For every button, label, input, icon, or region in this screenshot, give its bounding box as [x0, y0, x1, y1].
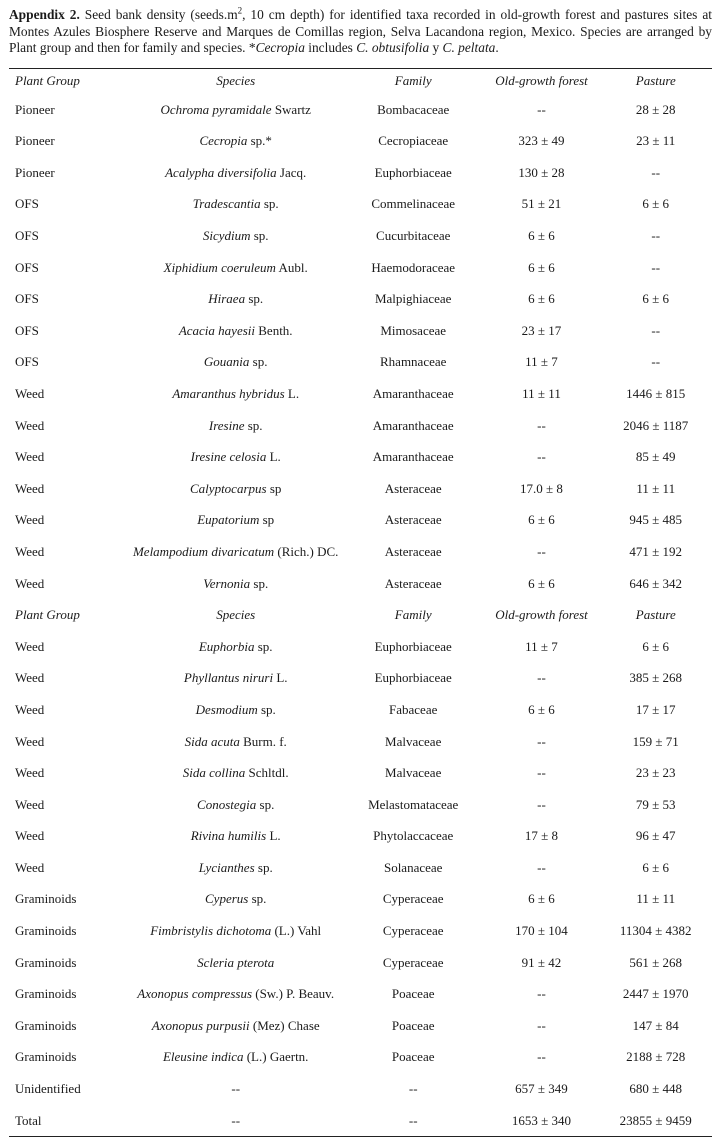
family-cell: Malpighiaceae — [374, 291, 452, 307]
species-authority: sp. — [254, 638, 273, 654]
species-cell — [129, 820, 343, 852]
species-cell — [129, 441, 343, 473]
species-authority: sp. — [254, 859, 273, 875]
family-cell: Malvaceae — [385, 765, 442, 781]
table-row — [9, 473, 712, 505]
forest-value-cell: 11 ± 7 — [525, 638, 558, 654]
species-name-italic: Conostegia — [197, 796, 257, 812]
table-row — [9, 852, 712, 884]
species-authority: -- — [231, 1112, 241, 1128]
header-row — [9, 68, 712, 94]
forest-value-cell: 6 ± 6 — [528, 512, 555, 528]
table-row — [9, 663, 712, 695]
plant-group-cell: Weed — [15, 796, 45, 812]
forest-value-cell: -- — [537, 1049, 546, 1065]
species-cell — [129, 694, 343, 726]
pasture-value-cell: 23 ± 23 — [635, 765, 676, 781]
species-cell — [129, 1105, 343, 1137]
family-cell: Poaceae — [391, 1049, 435, 1065]
pasture-value-cell: 23 ± 11 — [636, 133, 676, 149]
plant-group-cell: Pioneer — [15, 133, 55, 149]
forest-value-cell: 657 ± 349 — [515, 1081, 568, 1097]
forest-value-cell: 17 ± 8 — [524, 828, 559, 844]
family-cell: Fabaceae — [389, 701, 438, 717]
pasture-value-cell: 646 ± 342 — [629, 575, 683, 591]
table-row — [9, 757, 712, 789]
family-cell: Mimosaceae — [380, 322, 447, 338]
table-row — [9, 189, 712, 221]
species-cell — [129, 125, 343, 157]
pasture-value-cell: -- — [651, 164, 661, 180]
caption-superscript: 2 — [237, 5, 243, 16]
column-header: Plant Group — [15, 607, 80, 623]
species-name-italic: Eupatorium — [197, 512, 260, 528]
forest-value-cell: 23 ± 17 — [521, 322, 562, 338]
table-row — [9, 505, 712, 537]
table-row — [9, 820, 712, 852]
forest-value-cell: -- — [537, 449, 546, 465]
species-name-italic: Phyllantus niruri — [183, 670, 274, 686]
plant-group-cell: Weed — [15, 638, 45, 654]
family-cell: Amaranthaceae — [372, 417, 454, 433]
family-cell: Amaranthaceae — [372, 385, 454, 401]
caption-text-after-sup: , 10 cm depth) for identified taxa recorded in old-growth forest and pastures sites at Montes Azules Biosphere Reserve and Marques de Comillas region, Selva Lacandona region, Mexico. Species are arranged by Plant group and then for family and species. * — [9, 7, 712, 56]
table-row — [9, 252, 712, 284]
forest-value-cell: 6 ± 6 — [528, 701, 555, 717]
table-row — [9, 1042, 712, 1074]
species-name-italic: Tradescantia — [192, 196, 261, 212]
caption-text-y: y — [429, 40, 443, 56]
plant-group-cell: Weed — [15, 828, 45, 844]
forest-value-cell: -- — [537, 417, 546, 433]
table-row — [9, 978, 712, 1010]
table-row — [9, 726, 712, 758]
forest-value-cell: -- — [537, 543, 546, 559]
family-cell: Rhamnaceae — [380, 354, 447, 370]
species-cell — [129, 283, 343, 315]
species-name-italic: Iresine — [208, 417, 245, 433]
plant-group-cell: Graminoids — [15, 1049, 77, 1065]
family-cell: -- — [408, 1081, 418, 1097]
pasture-value-cell: 1446 ± 815 — [626, 385, 686, 401]
plant-group-cell: Weed — [15, 385, 45, 401]
forest-value-cell: -- — [537, 1017, 546, 1033]
species-authority: sp. — [250, 575, 269, 591]
pasture-value-cell: 561 ± 268 — [629, 954, 683, 970]
column-header: Old-growth forest — [495, 607, 588, 623]
repeated-header-row — [9, 599, 712, 631]
species-cell — [129, 94, 343, 126]
pasture-value-cell: -- — [651, 228, 661, 243]
caption-text-includes: includes — [304, 40, 357, 56]
family-cell: Bombacaceae — [377, 101, 450, 117]
forest-value-cell: 11 ± 11 — [522, 385, 561, 401]
family-cell: Phytolaccaceae — [373, 828, 454, 844]
forest-value-cell: 17.0 ± 8 — [520, 480, 563, 496]
table-row — [9, 1073, 712, 1105]
column-header: Pasture — [635, 607, 676, 623]
species-cell — [129, 189, 343, 221]
family-cell: -- — [408, 1112, 418, 1128]
plant-group-cell: Graminoids — [15, 954, 77, 970]
species-cell — [129, 978, 343, 1010]
table-row — [9, 157, 712, 189]
column-header-family: Family — [394, 73, 432, 89]
species-cell — [129, 315, 343, 347]
plant-group-cell: Graminoids — [15, 1017, 77, 1033]
forest-value-cell: 11 ± 7 — [525, 354, 558, 370]
plant-group-cell: Weed — [15, 670, 45, 686]
species-authority: L. — [284, 385, 300, 401]
species-authority: (Sw.) P. Beauv. — [252, 986, 335, 1002]
species-cell — [129, 410, 343, 442]
table-row — [9, 631, 712, 663]
species-authority: sp. — [249, 354, 268, 370]
pasture-value-cell: 28 ± 28 — [635, 101, 676, 117]
species-name-italic: Sida acuta — [184, 733, 240, 749]
table-caption — [9, 7, 712, 57]
species-name-italic: Iresine celosia — [190, 449, 267, 465]
species-cell — [129, 947, 343, 979]
species-authority: Swartz — [271, 101, 311, 117]
species-cell — [129, 852, 343, 884]
species-authority: sp. — [244, 417, 263, 433]
species-cell — [129, 663, 343, 695]
species-name-italic: Axonopus purpusii — [151, 1017, 250, 1033]
family-cell: Cyperaceae — [382, 954, 444, 970]
species-authority: L. — [273, 670, 288, 686]
species-name-italic: Desmodium — [195, 701, 258, 717]
forest-value-cell: 323 ± 49 — [518, 133, 565, 149]
species-name-italic: Cyperus — [205, 891, 249, 907]
species-authority: Schltdl. — [245, 765, 289, 781]
plant-group-cell: Weed — [15, 417, 45, 433]
plant-group-cell: Graminoids — [15, 923, 77, 939]
species-authority: L. — [266, 449, 281, 465]
pasture-value-cell: 471 ± 192 — [629, 543, 683, 559]
pasture-value-cell: 96 ± 47 — [635, 828, 676, 844]
plant-group-cell: Graminoids — [15, 986, 77, 1002]
plant-group-cell: Total — [15, 1112, 42, 1128]
family-cell: Cyperaceae — [382, 923, 444, 939]
species-authority: sp.* — [247, 133, 272, 149]
forest-value-cell: -- — [537, 101, 546, 117]
species-authority: sp. — [250, 228, 269, 243]
pasture-value-cell: 11 ± 11 — [636, 891, 676, 907]
species-authority: (Mez) Chase — [249, 1017, 320, 1033]
pasture-value-cell: 85 ± 49 — [635, 449, 676, 465]
table-row — [9, 915, 712, 947]
plant-group-cell: OFS — [15, 354, 39, 370]
species-name-italic: Vernonia — [203, 575, 251, 591]
species-authority: (Rich.) DC. — [274, 543, 339, 559]
plant-group-cell: Weed — [15, 733, 45, 749]
pasture-value-cell: 11 ± 11 — [636, 480, 676, 496]
forest-value-cell: 51 ± 21 — [521, 196, 562, 212]
forest-value-cell: -- — [537, 986, 546, 1002]
plant-group-cell: Pioneer — [15, 101, 55, 117]
plant-group-cell: Weed — [15, 575, 45, 591]
family-cell: Melastomataceae — [368, 796, 459, 812]
caption-species-cecropia: Cecropia — [255, 40, 305, 56]
species-cell — [129, 220, 343, 252]
species-name-italic: Scleria pterota — [197, 954, 275, 970]
table-row — [9, 283, 712, 315]
species-cell — [129, 157, 343, 189]
species-authority: Jacq. — [276, 164, 307, 180]
species-cell — [129, 378, 343, 410]
species-name-italic: Eleusine indica — [162, 1049, 244, 1065]
plant-group-cell: Weed — [15, 512, 45, 528]
family-cell: Commelinaceae — [371, 196, 456, 212]
species-name-italic: Rivina humilis — [190, 828, 267, 844]
pasture-value-cell: 2188 ± 728 — [626, 1049, 686, 1065]
forest-value-cell: 6 ± 6 — [528, 891, 555, 907]
table-row — [9, 568, 712, 600]
species-cell — [129, 631, 343, 663]
species-cell — [129, 757, 343, 789]
species-authority: (L.) Gaertn. — [243, 1049, 309, 1065]
species-cell — [129, 252, 343, 284]
family-cell: Asteraceae — [384, 543, 442, 559]
family-cell: Cucurbitaceae — [376, 228, 451, 243]
column-header: Species — [216, 607, 256, 623]
pasture-value-cell: 2447 ± 1970 — [622, 986, 689, 1002]
pasture-value-cell: 6 ± 6 — [642, 196, 670, 212]
plant-group-cell: OFS — [15, 291, 39, 307]
pasture-value-cell: 79 ± 53 — [635, 796, 676, 812]
family-cell: Solanaceae — [383, 859, 443, 875]
forest-value-cell: -- — [537, 859, 546, 875]
plant-group-cell: Weed — [15, 765, 45, 781]
plant-group-cell: OFS — [15, 196, 39, 212]
species-cell — [129, 1073, 343, 1105]
table-row — [9, 441, 712, 473]
forest-value-cell: -- — [537, 796, 546, 812]
species-cell — [129, 915, 343, 947]
species-authority: -- — [231, 1081, 241, 1097]
species-cell — [129, 726, 343, 758]
species-name-italic: Sida collina — [182, 765, 246, 781]
forest-value-cell: 170 ± 104 — [515, 923, 568, 939]
forest-value-cell: 1653 ± 340 — [511, 1112, 572, 1128]
table-row — [9, 947, 712, 979]
plant-group-cell: Graminoids — [15, 891, 77, 907]
forest-value-cell: -- — [537, 670, 546, 686]
species-authority: (L.) Vahl — [271, 923, 322, 939]
seed-bank-table — [9, 68, 712, 1138]
table-row — [9, 220, 712, 252]
column-header-plant-group: Plant Group — [15, 73, 80, 89]
plant-group-cell: OFS — [15, 228, 39, 243]
family-cell: Cecropiaceae — [378, 133, 449, 149]
species-name-italic: Axonopus compressus — [137, 986, 252, 1002]
species-name-italic: Ochroma pyramidale — [160, 101, 272, 117]
table-row — [9, 1105, 712, 1137]
species-cell — [129, 884, 343, 916]
caption-species-obtusifolia: C. obtusifolia — [356, 40, 430, 56]
table-row — [9, 884, 712, 916]
species-authority: Benth. — [255, 322, 293, 338]
family-cell: Cyperaceae — [382, 891, 444, 907]
pasture-value-cell: 945 ± 485 — [629, 512, 683, 528]
species-cell — [129, 536, 343, 568]
table-row — [9, 94, 712, 126]
table-row — [9, 347, 712, 379]
pasture-value-cell: 17 ± 17 — [635, 701, 676, 717]
species-name-italic: Amaranthus hybridus — [172, 385, 285, 401]
family-cell: Asteraceae — [384, 575, 442, 591]
species-name-italic: Hiraea — [208, 291, 246, 307]
plant-group-cell: Weed — [15, 543, 45, 559]
species-authority: sp. — [245, 291, 264, 307]
species-cell — [129, 347, 343, 379]
family-cell: Asteraceae — [384, 512, 442, 528]
forest-value-cell: -- — [537, 733, 546, 749]
family-cell: Asteraceae — [384, 480, 442, 496]
species-authority: sp — [266, 480, 282, 496]
species-name-italic: Lycianthes — [198, 859, 255, 875]
plant-group-cell: Weed — [15, 480, 45, 496]
caption-species-peltata: C. peltata — [442, 40, 496, 56]
pasture-value-cell: -- — [651, 354, 661, 370]
caption-text-before-sup: Seed bank density (seeds.m — [79, 7, 238, 22]
pasture-value-cell: 23855 ± 9459 — [619, 1112, 692, 1128]
species-name-italic: Cecropia — [199, 133, 248, 149]
table-row — [9, 410, 712, 442]
column-header: Family — [394, 607, 432, 623]
species-name-italic: Melampodium divaricatum — [132, 543, 275, 559]
species-name-italic: Acalypha diversifolia — [165, 164, 277, 180]
family-cell: Euphorbiaceae — [374, 638, 452, 654]
caption-label: Appendix 2. — [9, 7, 80, 22]
species-name-italic: Fimbristylis dichotoma — [150, 923, 272, 939]
table-row — [9, 694, 712, 726]
family-cell: Haemodoraceae — [371, 259, 456, 275]
column-header-species: Species — [216, 73, 256, 89]
family-cell: Poaceae — [391, 1017, 435, 1033]
forest-value-cell: 6 ± 6 — [528, 259, 555, 275]
pasture-value-cell: -- — [651, 259, 661, 275]
pasture-value-cell: 159 ± 71 — [632, 733, 679, 749]
table-row — [9, 315, 712, 347]
table-row — [9, 378, 712, 410]
species-name-italic: Xiphidium coeruleum — [163, 259, 276, 275]
family-cell: Malvaceae — [385, 733, 442, 749]
forest-value-cell: 6 ± 6 — [528, 228, 555, 243]
forest-value-cell: 91 ± 42 — [521, 954, 562, 970]
plant-group-cell: Weed — [15, 449, 45, 465]
family-cell: Poaceae — [391, 986, 435, 1002]
species-cell — [129, 473, 343, 505]
pasture-value-cell: 2046 ± 1187 — [623, 417, 689, 433]
species-cell — [129, 1042, 343, 1074]
pasture-value-cell: 147 ± 84 — [632, 1017, 679, 1033]
pasture-value-cell: 680 ± 448 — [629, 1081, 683, 1097]
pasture-value-cell: 385 ± 268 — [629, 670, 683, 686]
species-name-italic: Sicydium — [202, 228, 251, 243]
species-name-italic: Calyptocarpus — [190, 480, 267, 496]
caption-period: . — [495, 40, 499, 56]
species-authority: sp. — [260, 196, 279, 212]
column-header-pasture: Pasture — [635, 73, 676, 89]
pasture-value-cell: 6 ± 6 — [642, 291, 670, 307]
forest-value-cell: 130 ± 28 — [518, 164, 565, 180]
plant-group-cell: Weed — [15, 701, 45, 717]
forest-value-cell: 6 ± 6 — [528, 575, 555, 591]
table-row — [9, 125, 712, 157]
table-row — [9, 1010, 712, 1042]
plant-group-cell: Weed — [15, 859, 45, 875]
species-authority: L. — [266, 828, 281, 844]
plant-group-cell: OFS — [15, 322, 39, 338]
forest-value-cell: -- — [537, 765, 546, 781]
family-cell: Euphorbiaceae — [374, 670, 452, 686]
species-cell — [129, 505, 343, 537]
pasture-value-cell: 11304 ± 4382 — [619, 923, 692, 939]
family-cell: Euphorbiaceae — [374, 164, 452, 180]
species-name-italic: Acacia hayesii — [178, 322, 255, 338]
species-authority: Aubl. — [275, 259, 308, 275]
forest-value-cell: 6 ± 6 — [528, 291, 555, 307]
species-authority: sp. — [256, 796, 275, 812]
species-authority: Burm. f. — [239, 733, 287, 749]
column-header-old-growth-forest: Old-growth forest — [495, 73, 588, 89]
plant-group-cell: OFS — [15, 259, 39, 275]
species-name-italic: Euphorbia — [198, 638, 255, 654]
pasture-value-cell: 6 ± 6 — [642, 638, 670, 654]
plant-group-cell: Pioneer — [15, 164, 55, 180]
species-authority: sp — [259, 512, 275, 528]
table-row — [9, 789, 712, 821]
species-cell — [129, 789, 343, 821]
pasture-value-cell: -- — [651, 322, 661, 338]
species-authority: sp. — [257, 701, 276, 717]
species-cell — [129, 568, 343, 600]
species-cell — [129, 1010, 343, 1042]
species-name-italic: Gouania — [203, 354, 250, 370]
pasture-value-cell: 6 ± 6 — [642, 859, 670, 875]
table-body — [9, 94, 712, 1137]
family-cell: Amaranthaceae — [372, 449, 454, 465]
table-row — [9, 536, 712, 568]
plant-group-cell: Unidentified — [15, 1081, 81, 1097]
species-authority: sp. — [248, 891, 267, 907]
